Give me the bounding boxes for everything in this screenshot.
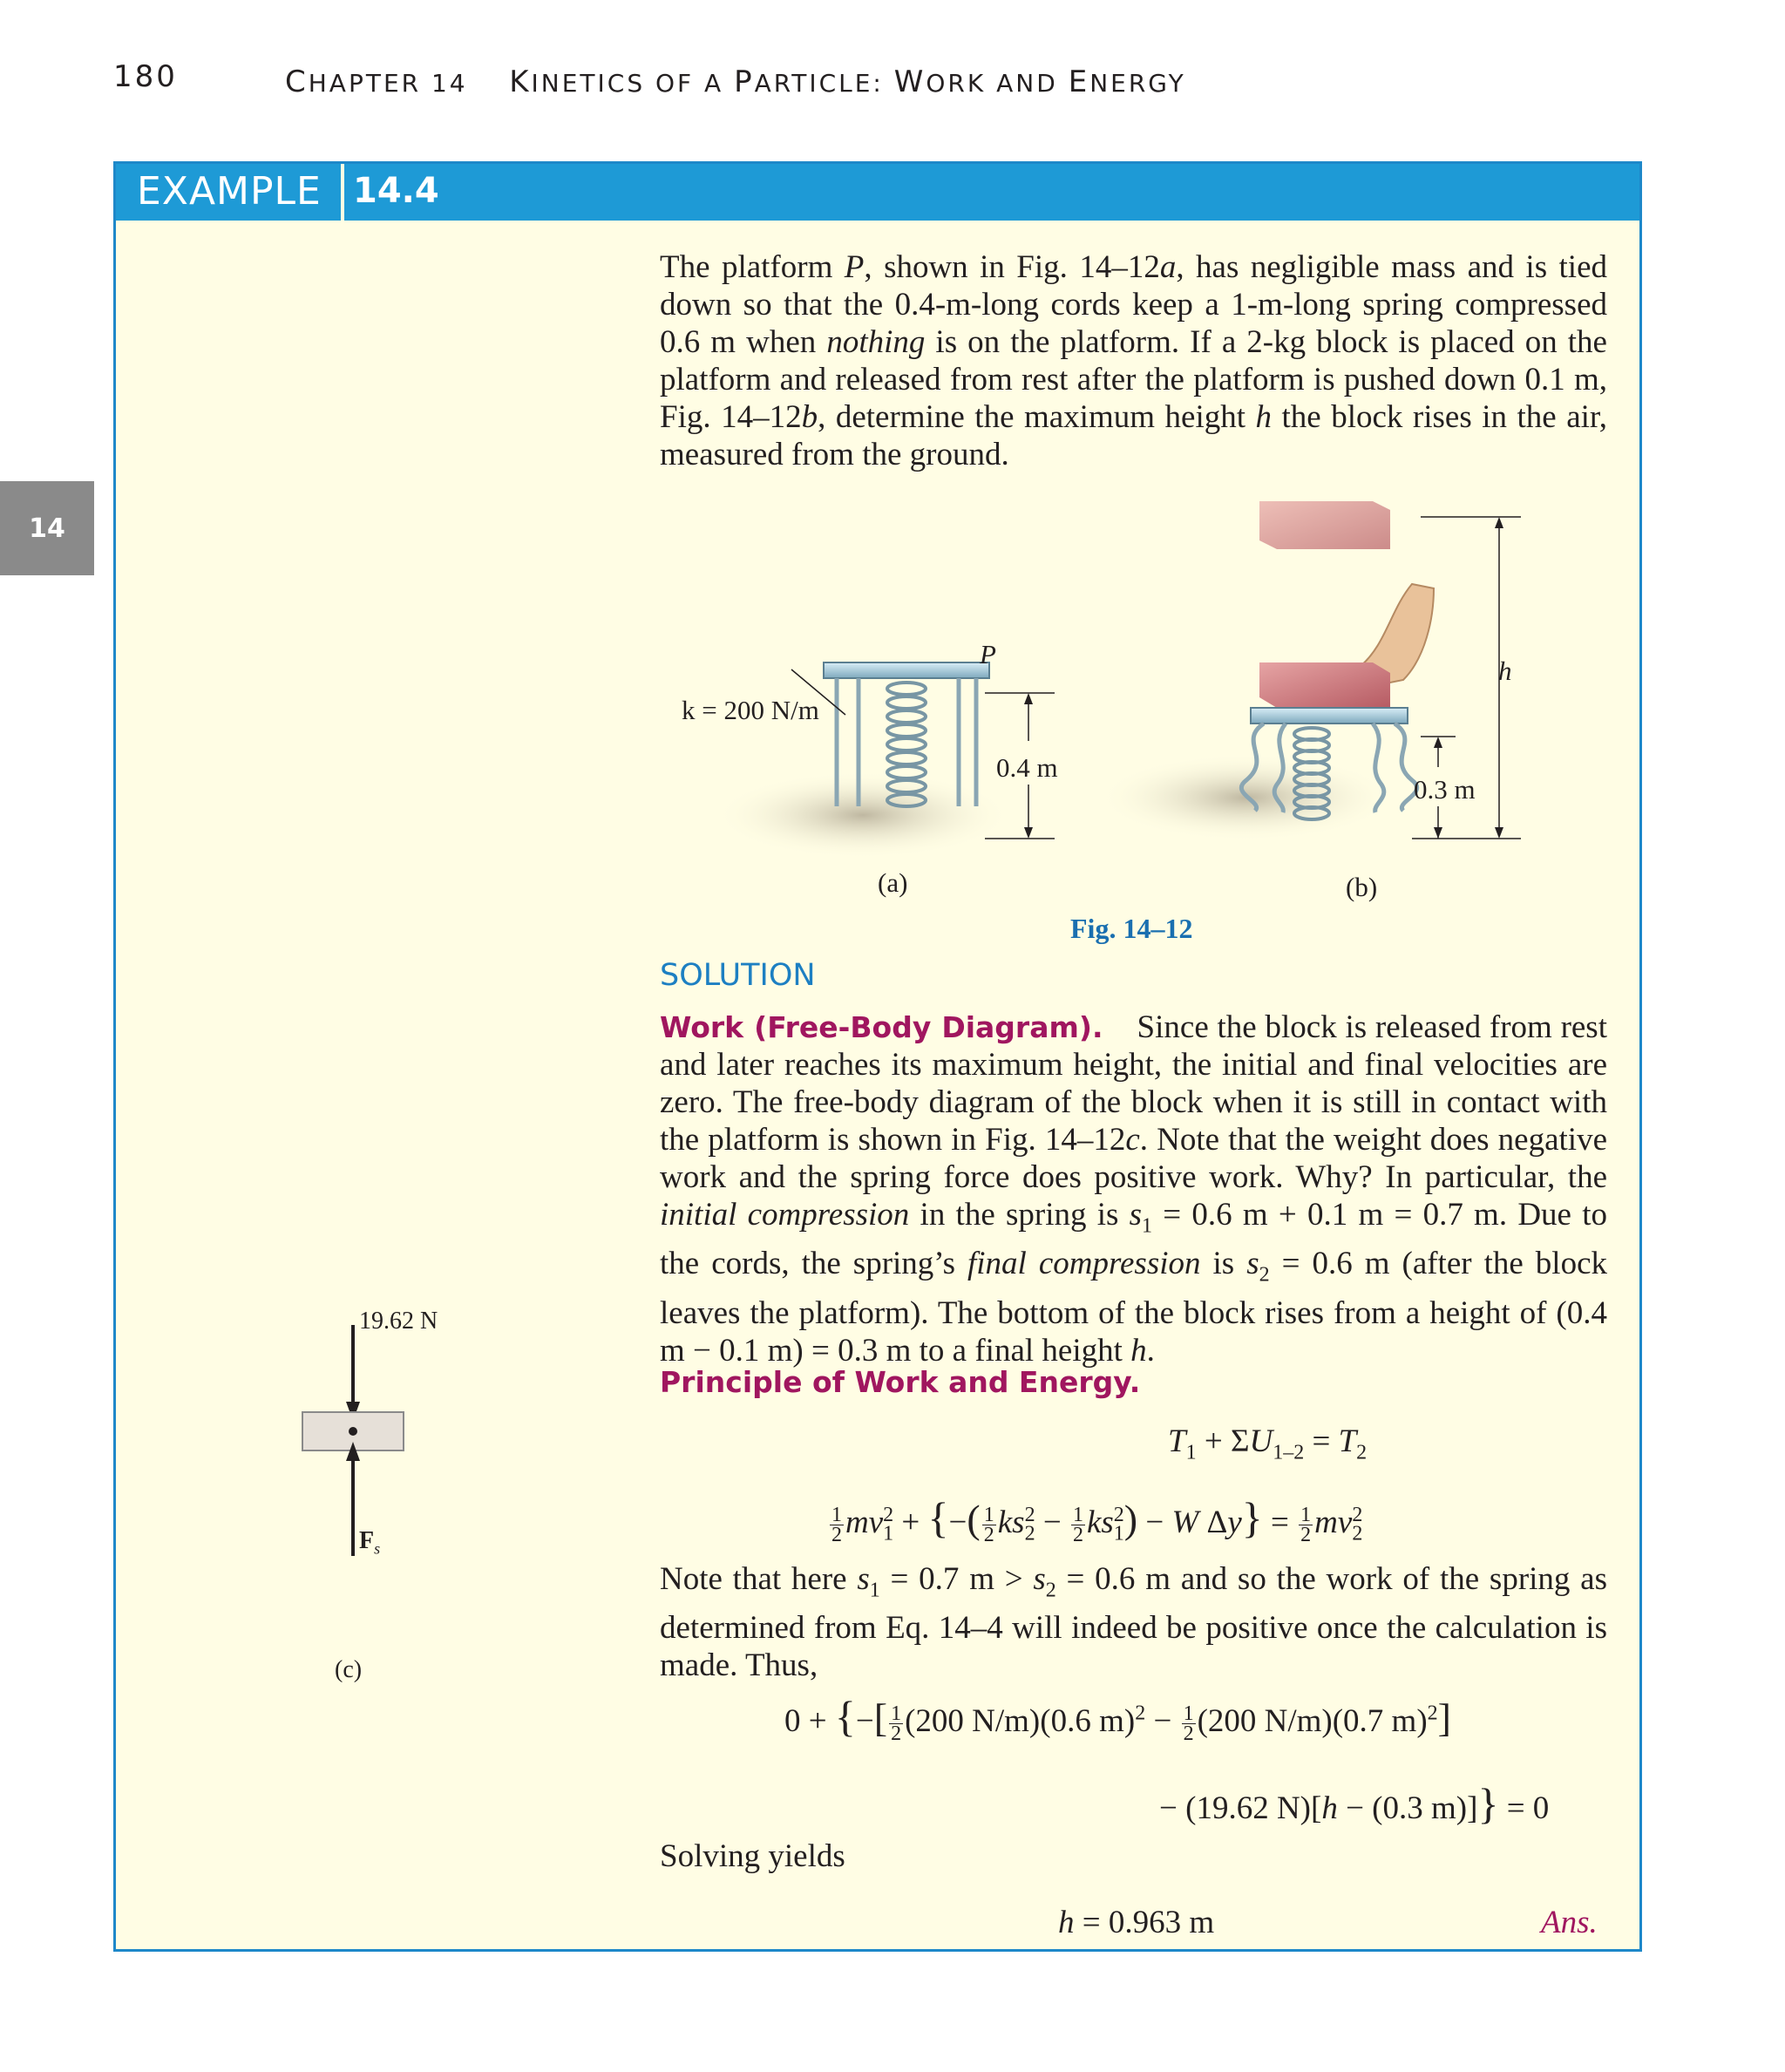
page-number: 180	[113, 59, 178, 94]
spring-constant-label: k = 200 N/m	[682, 695, 819, 725]
equation-2: $\frac{1}{2}$ $mv_1^2$ + {−( $\frac{1}{2}$ $ks_2^2$ − $\frac{1}{2}$ $ks_1^2) - W$ Δy} = $\frac{1}{2}$ $mv_2^2$	[831, 1493, 1363, 1547]
principle-heading: Principle of Work and Energy.	[660, 1365, 1141, 1399]
work-paragraph: Work (Free-Body Diagram). Since the block is released from rest and later reaches its maximum height, the initial and final velocities are zero. The free-body diagram of the block when it is still in contact with the platform is shown in Fig. 14–12c. Note that the weight does negative work and the spring force does positive work. Why? In particular, the initial compression in the spring is $s_1 = 0.6$ m + 0.1 m = 0.7 m. Due to the cords, the spring’s final compression is $s_2 = 0.6$ m (after the block leaves the platform). The bottom of the block rises from a height of (0.4 m − 0.1 m) = 0.3 m to a final height h.	[660, 1009, 1607, 1369]
example-divider	[341, 164, 344, 221]
answer-label: Ans.	[1541, 1905, 1598, 1940]
figure-a-label: (a)	[878, 867, 908, 898]
solution-title: SOLUTION	[660, 958, 816, 993]
block-on-platform	[1259, 662, 1390, 708]
example-label: EXAMPLE	[137, 169, 322, 214]
initial-height-label: 0.3 m	[1414, 774, 1476, 805]
platform-label: P	[980, 639, 996, 669]
equation-3a: 0 + {−[ $\frac{1}{2}$ (200 N/m)(0.6 m)$^2$ − $\frac{1}{2}$ (200 N/m)(0.7 m)$^2$]	[784, 1692, 1451, 1746]
ground-shadow-a	[715, 771, 1011, 859]
result-equation: h = 0.963 m	[1058, 1905, 1215, 1940]
note-paragraph: Note that here $s_1 = 0.7$ $m > s_2 = 0.6$ m and so the work of the spring as determined from Eq. 14–4 will indeed be positive once the calculation is made. Thus,	[660, 1561, 1608, 1684]
spring-b	[1294, 728, 1329, 819]
cord-length-label: 0.4 m	[996, 752, 1058, 783]
platform-a	[824, 662, 989, 678]
platform-b	[1251, 708, 1408, 724]
figure-c-label: (c)	[335, 1656, 363, 1683]
chapter-tab: 14	[0, 481, 94, 575]
problem-statement: The platform P, shown in Fig. 14–12a, has negligible mass and is tied down so that the 0.4-m-long cords keep a 1-m-long spring compressed 0.6 m when nothing is on the platform. If a 2-kg block is placed on the platform and released from rest after the platform is pushed down 0.1 m, Fig. 14–12b, determine the maximum height h the block rises in the air, measured from the ground.	[660, 249, 1608, 472]
weight-label: 19.62 N	[359, 1308, 438, 1335]
work-heading: Work (Free-Body Diagram).	[660, 1010, 1103, 1044]
equation-1: $T_1 + \Sigma U_{1-2} = T_2$	[1168, 1423, 1368, 1464]
spring-force-label: $F_s$	[359, 1527, 381, 1558]
example-title-bar	[116, 164, 1639, 221]
figure-b-label: (b)	[1346, 872, 1378, 902]
raised-block	[1259, 501, 1390, 549]
h-dimension-label: h	[1498, 656, 1512, 686]
running-head: CHAPTER 14 KINETICS OF A PARTICLE: WORK AND ENERGY	[285, 65, 1186, 99]
figure-caption: Fig. 14–12	[1070, 913, 1193, 944]
solving-text: Solving yields	[660, 1838, 845, 1874]
example-number: 14.4	[353, 171, 439, 211]
equation-3b: − (19.62 N)[h − (0.3 m)]} = 0	[1159, 1779, 1550, 1828]
